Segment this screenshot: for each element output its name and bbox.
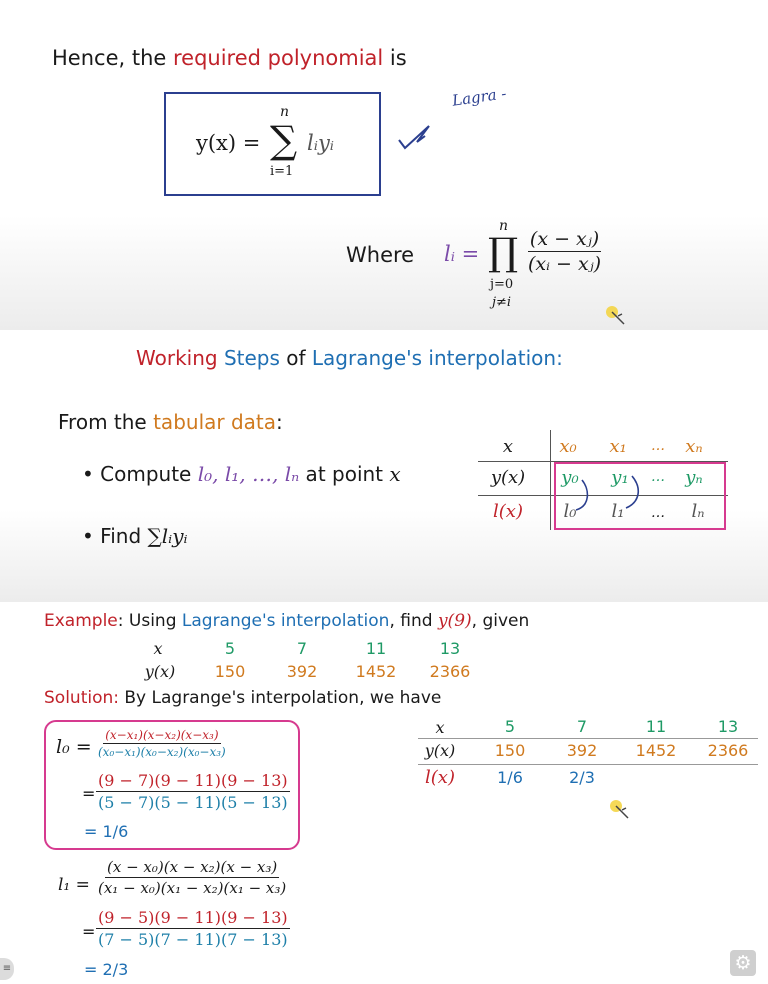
l0-sub-numerator: (9 − 7)(9 − 11)(9 − 13) <box>98 771 288 790</box>
row-label-y: y(x) <box>424 741 456 760</box>
l1-equals: = <box>82 922 96 941</box>
given-y-value: 2366 <box>429 662 471 681</box>
y-value: 1452 <box>635 741 677 760</box>
x-cell: x₀ <box>559 436 577 457</box>
solution-label: Solution: <box>44 688 119 708</box>
li-lhs: lᵢ = <box>444 242 480 266</box>
sum-sigma: ∑ <box>270 118 298 162</box>
l-value: 2/3 <box>569 768 595 787</box>
li-numerator: (x − xⱼ) <box>529 228 600 250</box>
l1-result: = 2/3 <box>84 960 129 979</box>
pointer-cursor-icon <box>608 798 632 822</box>
pointer-cursor-icon <box>604 304 628 328</box>
table-mid-line <box>418 764 758 765</box>
prod-top: n <box>499 218 509 234</box>
prod-bottom2: j≠i <box>492 295 512 310</box>
l1-fraction <box>96 858 288 897</box>
table-divider-v <box>550 430 551 530</box>
sum-term <box>307 131 334 155</box>
bullet2-math: ∑lᵢyᵢ <box>147 524 188 548</box>
checkmark-scribble <box>395 118 435 154</box>
example-label: Example <box>44 611 118 631</box>
l-value: 1/6 <box>497 768 523 787</box>
x-value: 11 <box>645 717 667 736</box>
example-text3: , given <box>471 611 530 631</box>
intro-text <box>52 46 407 70</box>
solution-line <box>44 688 441 708</box>
y-cell: y₁ <box>611 467 629 488</box>
l0-equals: = <box>82 784 96 803</box>
y-cell: … <box>651 469 665 485</box>
formula-lhs: y(x) = <box>196 131 261 155</box>
prod-bottom1: j=0 <box>490 277 514 292</box>
row-label-x: x <box>435 718 445 737</box>
li-denominator: (xᵢ − xⱼ) <box>528 253 602 275</box>
bullet-dot-icon: • <box>82 524 94 548</box>
y-value: 2366 <box>707 741 749 760</box>
y-cell: y₀ <box>561 467 579 488</box>
l0-fraction <box>96 728 228 759</box>
intro-highlight: required polynomial <box>172 46 384 70</box>
bullet1-before: Compute <box>100 462 198 486</box>
y-cell: yₙ <box>685 467 703 488</box>
bullet2-before: Find <box>100 524 148 548</box>
sum-top: n <box>280 104 290 120</box>
given-x-value: 7 <box>296 639 308 658</box>
l0-denominator: (x₀−x₁)(x₀−x₂)(x₀−x₃) <box>98 745 226 759</box>
l0-sub-denominator: (5 − 7)(5 − 11)(5 − 13) <box>98 793 288 812</box>
steps-title <box>136 346 563 370</box>
given-y-value: 392 <box>286 662 318 681</box>
menu-toggle-icon[interactable]: ≡ <box>0 958 14 980</box>
title-lagrange: Lagrange's interpolation: <box>311 346 563 370</box>
y-value: 392 <box>566 741 598 760</box>
bullet1-after: at point <box>299 462 390 486</box>
example-method: Lagrange's interpolation <box>181 611 390 631</box>
example-line <box>44 611 529 631</box>
bullet1-math: l₀, l₁, …, lₙ <box>197 462 300 486</box>
given-y-value: 150 <box>214 662 246 681</box>
where-label: Where <box>346 243 415 267</box>
x-cell: … <box>651 438 665 454</box>
x-cell: x₁ <box>609 436 627 457</box>
sum-bottom: i=1 <box>270 164 294 179</box>
l-cell: … <box>651 505 665 521</box>
l-cell: lₙ <box>691 501 705 522</box>
bullet1-var: x <box>389 462 401 486</box>
l1-denominator: (x₁ − x₀)(x₁ − x₂)(x₁ − x₃) <box>98 879 287 897</box>
l0-sub-fraction <box>96 771 290 812</box>
given-x-value: 5 <box>224 639 236 658</box>
row-label-l: l(x) <box>425 767 455 788</box>
l0-lhs: l₀ = <box>56 736 92 758</box>
title-steps: Steps <box>223 346 280 370</box>
l1-sub-denominator: (7 − 5)(7 − 11)(7 − 13) <box>98 930 288 949</box>
from-tabular <box>58 410 283 434</box>
l-cell: l₀ <box>563 501 577 522</box>
y-value: 150 <box>494 741 526 760</box>
bullet-find <box>82 524 188 548</box>
from-after: : <box>276 410 283 434</box>
given-x-value: 13 <box>439 639 461 658</box>
row-label-x: x <box>502 436 514 457</box>
title-working: Working <box>136 346 218 370</box>
example-text1: : Using <box>117 611 182 631</box>
from-before: From the <box>58 410 154 434</box>
title-of: of <box>286 346 306 370</box>
l1-numerator: (x − x₀)(x − x₂)(x − x₃) <box>107 858 278 876</box>
x-cell: xₙ <box>685 436 703 457</box>
bullet-dot-icon: • <box>82 462 94 486</box>
intro-after: is <box>383 46 407 70</box>
li-fraction <box>526 228 603 275</box>
sum-term-text: lᵢyᵢ <box>307 131 335 155</box>
x-value: 5 <box>504 717 516 736</box>
example-target: y(9) <box>437 611 472 631</box>
given-x-value: 11 <box>365 639 387 658</box>
solution-text: By Lagrange's interpolation, we have <box>118 688 442 708</box>
given-y-label: y(x) <box>144 662 176 681</box>
prod-symbol: ∏ <box>488 230 519 274</box>
x-value: 7 <box>576 717 588 736</box>
l1-lhs: l₁ = <box>58 875 90 895</box>
l0-numerator: (x−x₁)(x−x₂)(x−x₃) <box>105 728 219 742</box>
l1-sub-numerator: (9 − 5)(9 − 11)(9 − 13) <box>98 908 288 927</box>
row-label-l: l(x) <box>493 501 523 522</box>
x-value: 13 <box>717 717 739 736</box>
arrow-annotations <box>560 470 670 520</box>
l-cell: l₁ <box>611 501 625 522</box>
given-x-label: x <box>153 639 163 658</box>
table-top-line <box>418 738 758 739</box>
settings-gear-icon[interactable]: ⚙ <box>730 950 756 976</box>
bullet-compute <box>82 462 401 486</box>
l0-result: = 1/6 <box>84 822 129 841</box>
from-highlight: tabular data <box>153 410 277 434</box>
example-text2: , find <box>389 611 438 631</box>
handwritten-note: Lagra - <box>451 84 508 110</box>
l1-sub-fraction <box>96 908 290 949</box>
given-y-value: 1452 <box>355 662 397 681</box>
row-label-y: y(x) <box>490 467 526 488</box>
intro-before: Hence, the <box>52 46 173 70</box>
